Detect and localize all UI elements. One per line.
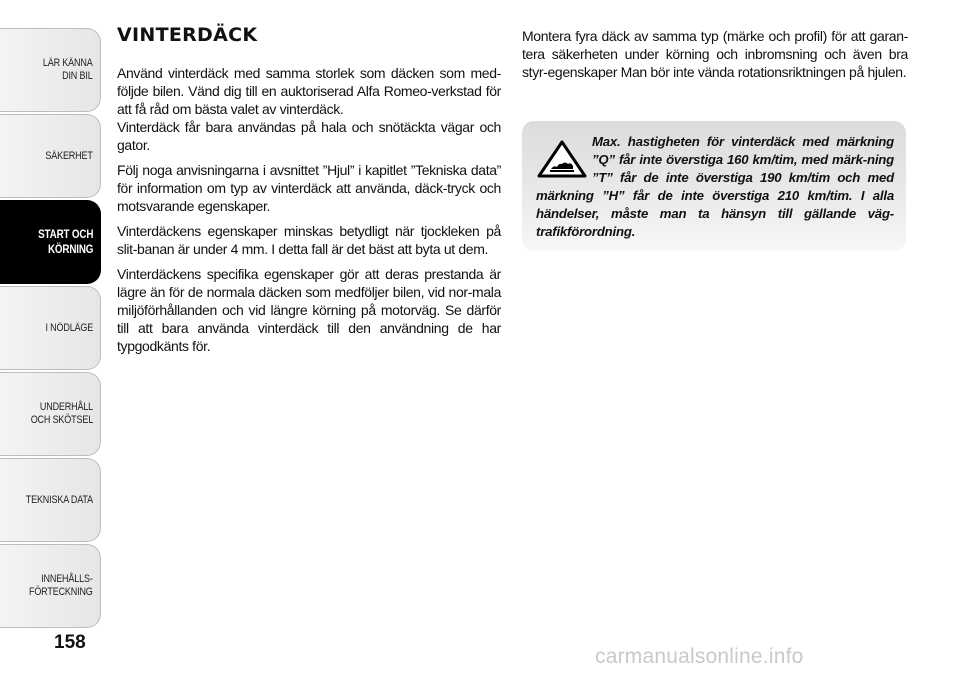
right-column xyxy=(522,27,908,88)
tab-label: START OCH KÖRNING xyxy=(37,227,93,256)
tab-label: TEKNISKA DATA xyxy=(25,493,93,506)
warning-triangle-icon xyxy=(536,139,588,179)
tab-start-och-korning[interactable] xyxy=(0,200,101,284)
tab-label: LÄR KÄNNA DIN BIL xyxy=(43,57,93,82)
tab-lar-kanna-din-bil[interactable] xyxy=(0,28,101,112)
tab-innehallsforteckning[interactable] xyxy=(0,544,101,628)
tab-tekniska-data[interactable] xyxy=(0,458,101,542)
warning-box xyxy=(522,121,906,251)
tab-label: INNEHÅLLS- FÖRTECKNING xyxy=(29,573,93,598)
tab-label: I NÖDLÄGE xyxy=(45,321,93,334)
paragraph: Vinterdäck får bara användas på hala och snötäckta vägar och gator. xyxy=(117,119,501,153)
watermark: carmanualsonline.info xyxy=(595,645,804,668)
tab-underhall-och-skotsel[interactable] xyxy=(0,372,101,456)
warning-text: Max. hastigheten för vinterdäck med märkning ”Q” får inte överstiga 160 km/tim, med märk-ning ”T” får de inte överstiga 190 km/tim och med märkning ”H” får de inte överstiga 210 km/tim. I alla händelser, måste man ta hänsyn till gällande väg-trafikförordning. xyxy=(536,134,894,239)
tab-i-nodlage[interactable] xyxy=(0,286,101,370)
tab-label: SÄKERHET xyxy=(45,149,93,162)
paragraph: Använd vinterdäck med samma storlek som däcken som med-följde bilen. Vänd dig till en auktoriserad Alfa Romeo-verkstad för att få råd om bästa valet av vinterdäck. xyxy=(117,65,501,117)
section-title: VINTERDÄCK xyxy=(117,24,258,46)
page-number: 158 xyxy=(54,632,86,653)
tab-label: UNDERHÅLL OCH SKÖTSEL xyxy=(30,401,93,426)
tab-sakerhet[interactable] xyxy=(0,114,101,198)
paragraph: Följ noga anvisningarna i avsnittet ”Hjul” i kapitlet ”Tekniska data” för information om typ av vinterdäck att använda, däck-tryck och motsvarande egenskaper. xyxy=(117,162,501,214)
left-column xyxy=(117,24,501,362)
paragraph: Vinterdäckens specifika egenskaper gör att deras prestanda är lägre än för de normala däcken som medföljer bilen, vid nor-mala miljöförhållanden och vid längre körning på motorväg. Se därför till att bara använda vinterdäck till den användning de har typgodkänts för. xyxy=(117,266,501,354)
paragraph: Vinterdäckens egenskaper minskas betydligt när tjockleken på slit-banan är under 4 mm. I detta fall är det bäst att byta ut dem. xyxy=(117,223,501,257)
paragraph: Montera fyra däck av samma typ (märke och profil) för att garan-tera säkerheten under körning och inbromsning och även bra styr-egenskaper Man bör inte vända rotationsriktningen på hjulen. xyxy=(522,28,908,80)
